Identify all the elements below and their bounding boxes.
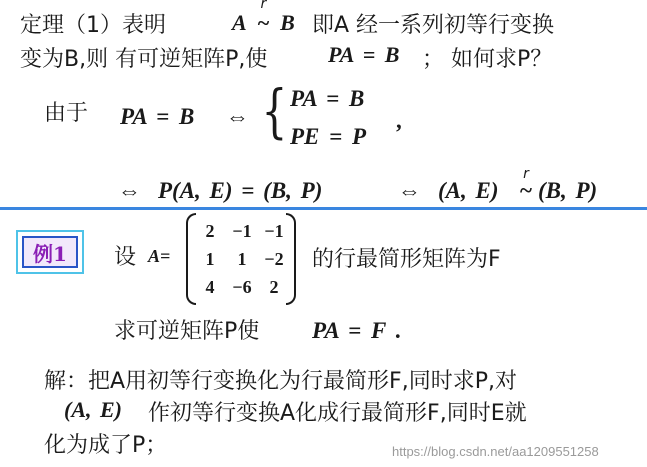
watermark: https://blog.csdn.net/aa1209551258: [392, 444, 599, 459]
chain-iff1: ⇔: [118, 178, 141, 203]
example-ask-eq: PA = F .: [312, 318, 402, 343]
chain-expr2b: (B, P): [538, 178, 598, 203]
rel-symbol: ~: [257, 10, 270, 35]
chain-tilde-stack: [520, 166, 532, 204]
matrix-cell: 2: [205, 220, 215, 241]
chain-over-r: r: [523, 166, 529, 182]
rel-over-r: r: [260, 0, 267, 12]
matrix-lhs: A=: [148, 246, 171, 266]
system-eq2: PE = P: [290, 124, 367, 149]
matrix-a: [186, 213, 296, 305]
theorem-line2: [20, 42, 267, 73]
matrix-cell: −1: [264, 220, 284, 241]
chain-expr2a: (A, E): [438, 178, 499, 203]
theorem-suffix: 即A 经一系列初等行变换: [312, 13, 555, 38]
example-ask: 求可逆矩阵P使: [114, 319, 260, 344]
matrix-row: [194, 217, 290, 245]
solution-line2-text: 作初等行变换A化成行最简形F,同时E就: [148, 401, 527, 426]
matrix-cell: −2: [264, 248, 284, 269]
chain-expr1: P(A, E) = (B, P): [158, 178, 323, 203]
theorem-question: ； 如何求P？: [422, 47, 553, 72]
example-label-box: [16, 230, 84, 274]
matrix-cell: 2: [269, 276, 279, 297]
rel-tilde: [257, 0, 270, 36]
example-set: 设: [114, 245, 137, 270]
matrix-row: [194, 245, 290, 273]
matrix-cell: 4: [205, 276, 215, 297]
matrix-cell: 1: [205, 248, 215, 269]
system-comma: ,: [396, 108, 402, 133]
example-desc: 的行最简形矩阵为F: [312, 247, 501, 272]
row-equivalence: [232, 0, 295, 36]
matrix-cell: 1: [237, 248, 247, 269]
matrix-cell: −6: [232, 276, 252, 297]
theorem-intro: [20, 8, 166, 39]
example-label: 例1: [22, 236, 78, 268]
matrix-row: [194, 273, 290, 301]
theorem-prefix: 定理（1）表明: [20, 13, 166, 38]
since-iff: ⇔: [226, 104, 249, 129]
chain-tilde: [520, 166, 532, 204]
rel-left: A: [232, 10, 247, 35]
rel-right: B: [280, 10, 295, 35]
solution-line3: 化为成了P；: [44, 433, 168, 458]
section-divider: [0, 207, 647, 210]
theorem-eq: PA = B: [328, 42, 400, 67]
chain-symbol: ~: [520, 178, 532, 203]
solution-line1: 解：把A用初等行变换化为行最简形F,同时求P,对: [44, 369, 517, 394]
matrix-cell: −1: [232, 220, 252, 241]
since-lhs: PA = B: [120, 104, 195, 129]
system-eq1: PA = B: [290, 86, 365, 111]
theorem-line2-text: 变为B,则 有可逆矩阵P,使: [20, 47, 268, 72]
since-label: 由于: [44, 101, 89, 126]
solution-line2-math: (A, E): [64, 397, 122, 422]
matrix-entries: [194, 217, 290, 301]
chain-iff2: ⇔: [398, 178, 421, 203]
system-brace: {: [261, 77, 288, 145]
